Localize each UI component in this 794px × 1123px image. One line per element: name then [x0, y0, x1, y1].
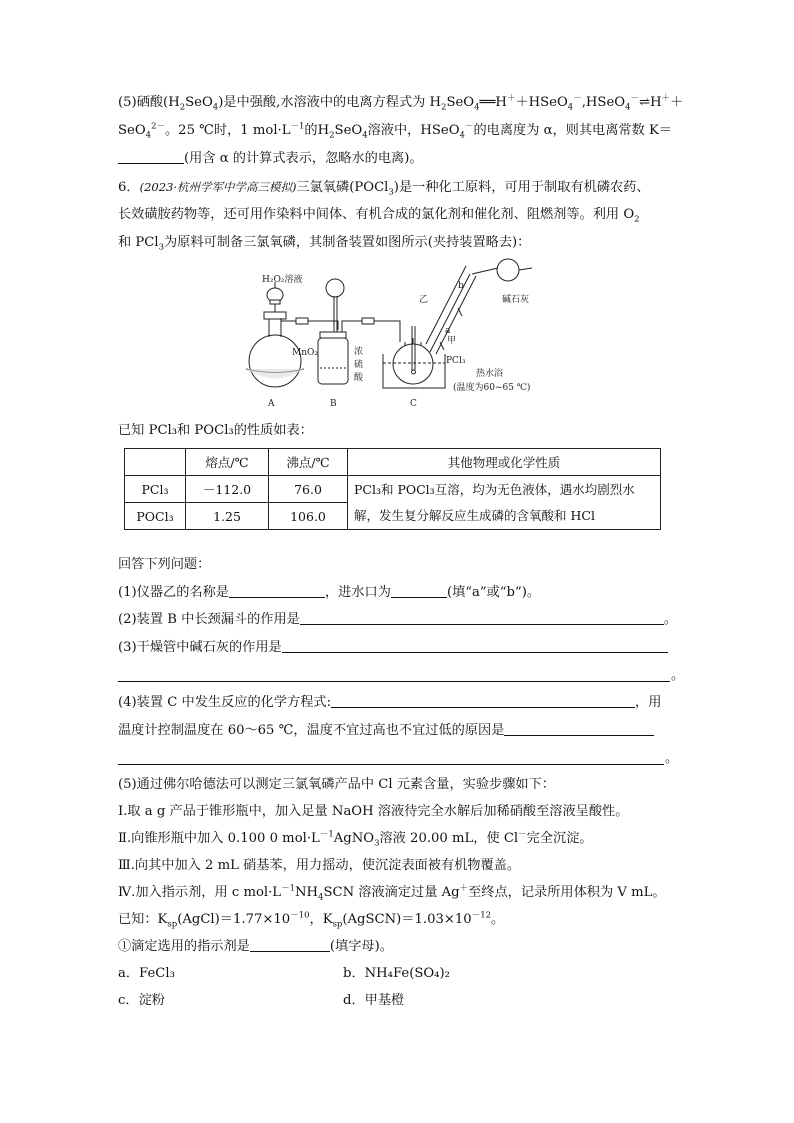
- table-header: 沸点/℃: [269, 449, 348, 476]
- step-3: Ⅲ.向其中加入 2 mL 硝基苯，用力摇动，使沉淀表面被有机物覆盖。: [118, 858, 521, 873]
- q5-line2: SeO$_4^{2-}$。25 ℃时，1 $mol\cdot L^{-1}$的$H_2SeO_4$溶液中，HSeO$_4$－的电离度为 α，则其电离常数 K＝: [118, 121, 673, 141]
- table-cell: 106.0: [269, 503, 348, 530]
- label-b: b: [458, 281, 464, 291]
- part-3: (3)干燥管中碱石灰的作用是: [118, 639, 668, 657]
- label-jia: 甲: [447, 336, 457, 346]
- part-1: (1)仪器乙的名称是 ，进水口为 (填“a”或“b”)。: [118, 585, 541, 600]
- label-h2o2: H₂O₂溶液: [262, 275, 303, 285]
- label-conc1: 浓: [354, 347, 364, 357]
- part-4-line1: (4)装置 C 中发生反应的化学方程式: ，用: [118, 695, 662, 710]
- table-cell: 76.0: [269, 476, 348, 503]
- ksp-known: 已知：$K_{sp}(AgCl)=1.77\times 10^{-10}$，$K_{sp}(AgSCN)=1.03\times 10^{-12}$。: [118, 910, 505, 930]
- answer-blank[interactable]: [504, 722, 654, 736]
- table-row: [125, 476, 661, 503]
- table-header: 其他物理或化学性质: [348, 449, 661, 476]
- table-header-row: [125, 449, 661, 476]
- table-cell-other: PCl₃和 POCl₃互溶，均为无色液体，遇水均剧烈水解，发生复分解反应生成磷的含氧酸和 HCl: [348, 476, 661, 530]
- answer-blank[interactable]: [391, 584, 447, 598]
- answer-line[interactable]: [118, 764, 664, 765]
- table-cell: －112.0: [186, 476, 269, 503]
- option-a[interactable]: a．FeCl₃: [118, 966, 175, 981]
- label-bath: 热水浴: [476, 369, 504, 379]
- label-conc3: 酸: [354, 373, 364, 383]
- table-cell: 1.25: [186, 503, 269, 530]
- answer-blank[interactable]: [229, 584, 325, 598]
- label-C: C: [410, 399, 417, 409]
- q5-line1: (5)硒酸$(H_2SeO_4)$是中强酸,水溶液中的电离方程式为 $H_2SeO_4══H^++HSeO_4^-,HSeO_4^-\rightleftharpoons H^++$: [118, 93, 684, 113]
- sub-question-1: ①滴定选用的指示剂是 (填字母)。: [118, 939, 393, 954]
- table-cell: PCl₃: [125, 476, 186, 503]
- period: 。: [671, 668, 685, 683]
- answer-blank[interactable]: [282, 639, 668, 653]
- label-pcl3: PCl₃: [446, 356, 466, 366]
- label-yi: 乙: [419, 295, 429, 305]
- source-tag: (2023·杭州学军中学高三模拟): [139, 180, 297, 194]
- step-4: Ⅳ.加入指示剂，用 c $mol\cdot L^{-1}NH_4SCN$ 溶液滴定过量 Ag＋至终点，记录所用体积为 V mL。: [118, 883, 666, 903]
- label-bath-temp: (温度为60~65 ℃): [453, 383, 531, 393]
- part-4-line2: 温度计控制温度在 60～65 ℃，温度不宜过高也不宜过低的原因是: [118, 722, 654, 740]
- step-1: Ⅰ.取 a g 产品于锥形瓶中，加入足量 NaOH 溶液待完全水解后加稀硝酸至溶液呈酸性。: [118, 804, 629, 819]
- option-b[interactable]: b．NH₄Fe(SO₄)₂: [343, 966, 450, 981]
- label-mno2: MnO₂: [292, 348, 318, 358]
- answer-blank[interactable]: [300, 611, 664, 625]
- table-header: 熔点/℃: [186, 449, 269, 476]
- properties-table: [124, 448, 661, 530]
- answer-prompt: 回答下列问题：: [118, 557, 211, 572]
- option-c[interactable]: c．淀粉: [118, 993, 165, 1008]
- label-A: A: [268, 399, 275, 409]
- q6-intro-line1: 6．(2023·杭州学军中学高三模拟)三氯氧磷(POCl$_3$)是一种化工原料，可用于制取有机磷农药、: [118, 180, 650, 198]
- label-conc2: 硫: [354, 360, 364, 370]
- table-header: [125, 449, 186, 476]
- apparatus-figure: [240, 258, 560, 418]
- part-2: (2)装置 B 中长颈漏斗的作用是 。: [118, 612, 678, 627]
- step-2: Ⅱ.向锥形瓶中加入 0.100 0 $mol\cdot L^{-1}AgNO_3$溶液 20.00 mL，使 Cl－完全沉淀。: [118, 829, 593, 849]
- label-B: B: [330, 399, 337, 409]
- q6-intro-line2: 长效磺胺药物等，还可用作染料中间体、有机合成的氯化剂和催化剂、阻燃剂等。利用 $O_2$: [118, 207, 640, 225]
- period: 。: [665, 751, 679, 766]
- table-cell: POCl₃: [125, 503, 186, 530]
- table-intro: 已知 PCl₃和 POCl₃的性质如表：: [118, 423, 313, 438]
- q5-line3: (用含 α 的计算式表示，忽略水的电离)。: [118, 150, 423, 168]
- part-5: (5)通过佛尔哈德法可以测定三氯氧磷产品中 Cl 元素含量，实验步骤如下：: [118, 777, 555, 792]
- answer-blank[interactable]: [331, 694, 635, 708]
- answer-blank[interactable]: [118, 150, 184, 164]
- label-a: a: [445, 326, 451, 336]
- answer-blank[interactable]: [250, 938, 330, 952]
- answer-line[interactable]: [118, 681, 670, 682]
- label-soda-lime: 碱石灰: [502, 295, 530, 305]
- q6-intro-line3: 和 PCl$_3$为原料可制备三氯氧磷，其制备装置如图所示(夹持装置略去)：: [118, 235, 531, 253]
- option-d[interactable]: d．甲基橙: [343, 993, 405, 1008]
